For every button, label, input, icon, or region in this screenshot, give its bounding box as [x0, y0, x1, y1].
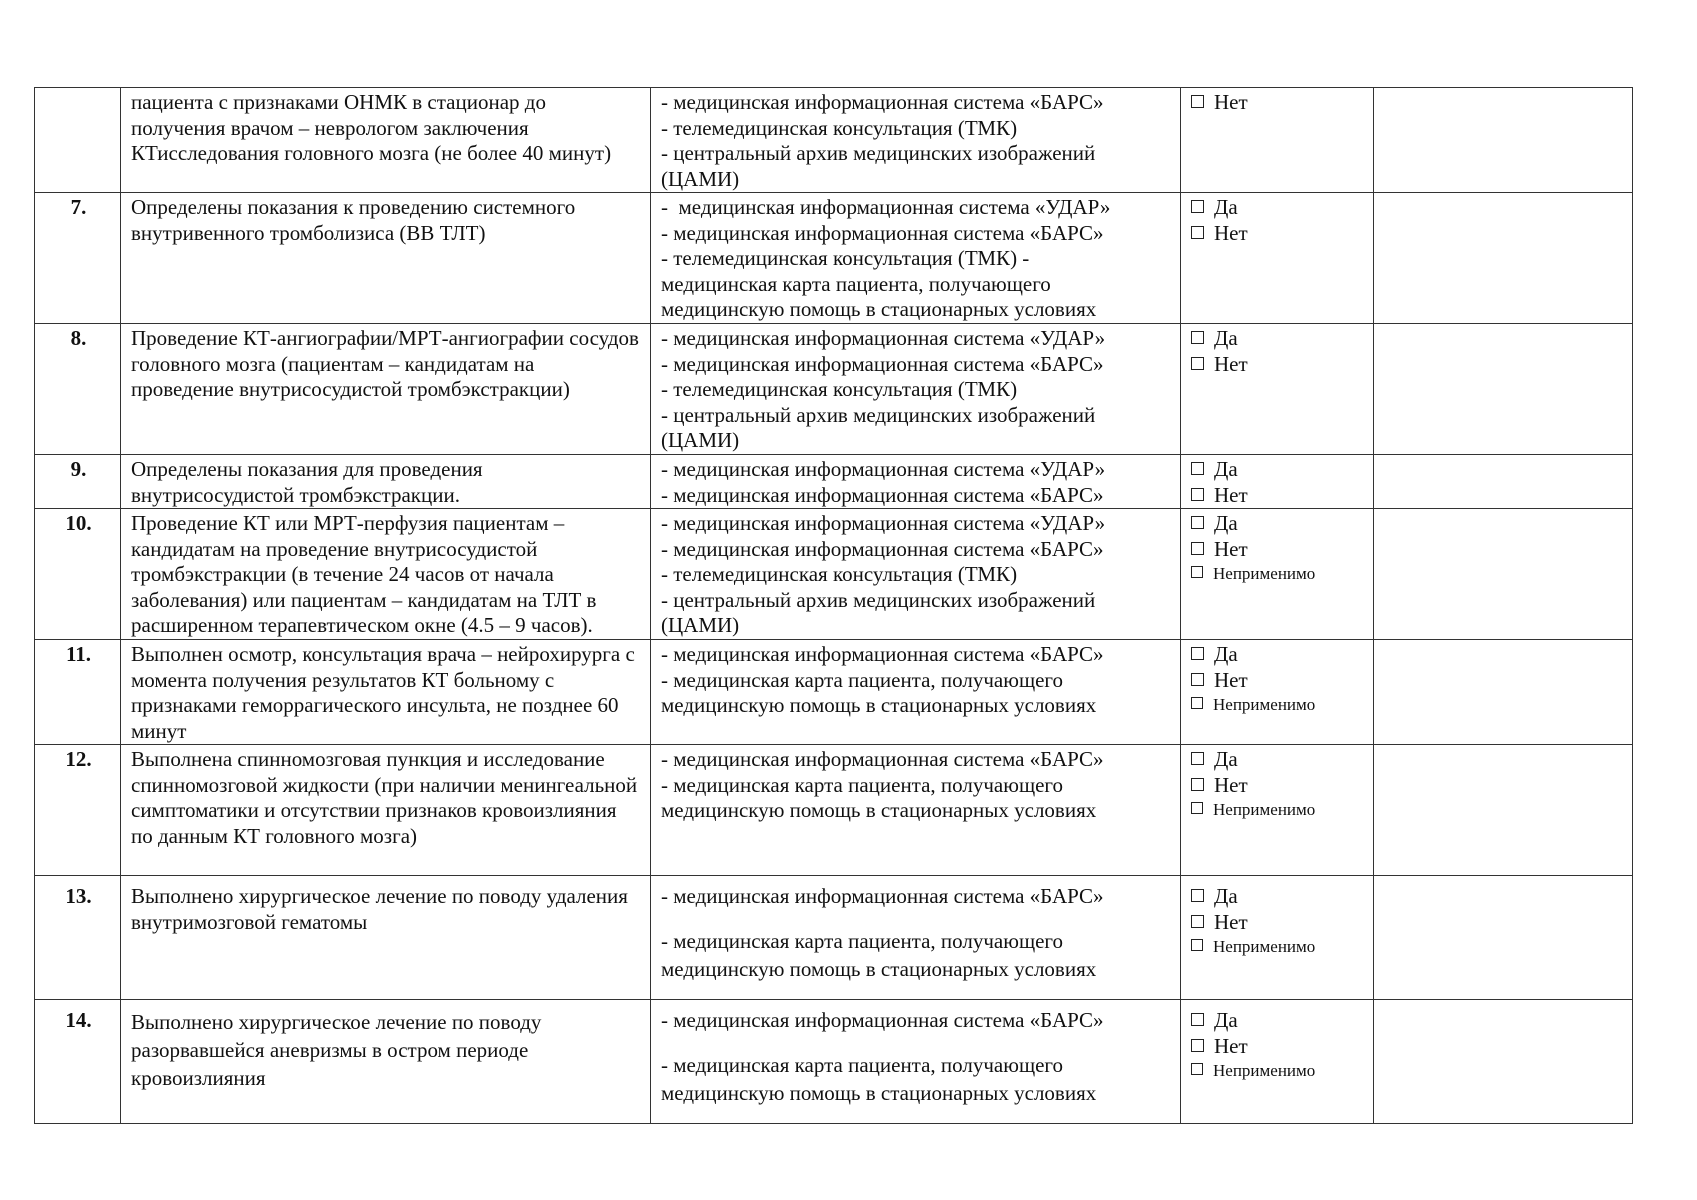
checkbox-option-not-applicable[interactable]	[1191, 693, 1365, 716]
checkbox-icon[interactable]	[1191, 915, 1204, 928]
checkbox-option-not-applicable[interactable]	[1191, 1059, 1365, 1082]
answer-cell	[1181, 876, 1374, 1000]
source-line: - медицинская информационная система «БАРС»	[661, 884, 1104, 908]
source-line: (ЦАМИ)	[661, 428, 740, 452]
sources-cell	[651, 640, 1181, 745]
source-line: - медицинская карта пациента, получающего	[661, 1052, 1064, 1077]
row-number: 14.	[35, 1000, 121, 1124]
table-row	[35, 324, 1633, 455]
sources-cell	[651, 1000, 1181, 1124]
option-label: Неприменимо	[1213, 937, 1316, 956]
checkbox-icon[interactable]	[1191, 889, 1204, 902]
checkbox-icon[interactable]	[1191, 1039, 1204, 1052]
sources-cell	[651, 88, 1181, 193]
option-label: Да	[1214, 747, 1238, 771]
option-label: Неприменимо	[1213, 1061, 1316, 1080]
answer-cell	[1181, 455, 1374, 509]
criterion-text: Определены показания для проведения внутрисосудистой тромбэкстракции.	[121, 455, 651, 509]
answer-cell	[1181, 193, 1374, 324]
checkbox-option-not-applicable[interactable]	[1191, 798, 1365, 821]
option-label: Да	[1214, 642, 1238, 666]
source-line: медицинскую помощь в стационарных условиях	[661, 798, 1097, 822]
sources-cell	[651, 455, 1181, 509]
option-label: Да	[1214, 326, 1238, 350]
checkbox-option-yes[interactable]	[1191, 326, 1365, 352]
checkbox-icon[interactable]	[1191, 1013, 1204, 1026]
option-label: Нет	[1214, 351, 1248, 376]
criterion-text: пациента с признаками ОНМК в стационар до получения врачом – неврологом заключения КТисследования головного мозга (не более 40 минут)	[121, 88, 651, 193]
source-line: медицинскую помощь в стационарных условиях	[661, 1081, 1097, 1105]
source-line: - медицинская карта пациента, получающего	[661, 667, 1064, 692]
notes-cell	[1374, 640, 1633, 745]
checkbox-icon[interactable]	[1191, 802, 1203, 814]
checkbox-icon[interactable]	[1191, 200, 1204, 213]
row-number: 10.	[35, 509, 121, 640]
source-line: - телемедицинская консультация (ТМК) -	[661, 246, 1030, 270]
row-number: 8.	[35, 324, 121, 455]
checkbox-icon[interactable]	[1191, 462, 1204, 475]
source-line: - центральный архив медицинских изображений	[661, 402, 1096, 427]
option-label: Да	[1214, 1008, 1238, 1032]
table-row	[35, 1000, 1633, 1124]
source-line: - медицинская информационная система «БАРС»	[661, 536, 1104, 561]
checkbox-option-no[interactable]	[1191, 668, 1365, 694]
option-label: Нет	[1214, 1033, 1248, 1058]
source-line: медицинскую помощь в стационарных условиях	[661, 957, 1097, 981]
notes-cell	[1374, 745, 1633, 876]
criterion-text: Проведение КТ-ангиографии/МРТ-ангиографии сосудов головного мозга (пациентам – кандидатам на проведение внутрисосудистой тромбэкстракции)	[121, 324, 651, 455]
checkbox-icon[interactable]	[1191, 1063, 1203, 1075]
sources-cell	[651, 193, 1181, 324]
checkbox-option-no[interactable]	[1191, 773, 1365, 799]
row-number: 7.	[35, 193, 121, 324]
checkbox-option-not-applicable[interactable]	[1191, 935, 1365, 958]
checkbox-icon[interactable]	[1191, 647, 1204, 660]
criterion-text: Выполнено хирургическое лечение по поводу разорвавшейся аневризмы в остром периоде кровоизлияния	[121, 1000, 651, 1124]
table-row	[35, 640, 1633, 745]
checkbox-option-yes[interactable]	[1191, 195, 1365, 221]
answer-cell	[1181, 745, 1374, 876]
checkbox-icon[interactable]	[1191, 673, 1204, 686]
checkbox-icon[interactable]	[1191, 778, 1204, 791]
answer-cell	[1181, 640, 1374, 745]
option-label: Да	[1214, 195, 1238, 219]
option-label: Нет	[1214, 482, 1248, 507]
sources-cell	[651, 324, 1181, 455]
source-line: - медицинская информационная система «УДАР»	[661, 326, 1106, 350]
row-number: 13.	[35, 876, 121, 1000]
checkbox-icon[interactable]	[1191, 566, 1203, 578]
notes-cell	[1374, 88, 1633, 193]
source-line: - центральный архив медицинских изображений	[661, 587, 1096, 612]
sources-cell	[651, 876, 1181, 1000]
source-line: - медицинская информационная система «БАРС»	[661, 351, 1104, 376]
option-label: Нет	[1214, 909, 1248, 934]
checkbox-icon[interactable]	[1191, 357, 1204, 370]
source-line: - медицинская информационная система «БАРС»	[661, 482, 1104, 507]
option-label: Да	[1214, 511, 1238, 535]
source-line: (ЦАМИ)	[661, 613, 740, 637]
option-label: Неприменимо	[1213, 564, 1316, 583]
notes-cell	[1374, 324, 1633, 455]
option-label: Неприменимо	[1213, 800, 1316, 819]
row-number: 12.	[35, 745, 121, 876]
checkbox-icon[interactable]	[1191, 488, 1204, 501]
criterion-text: Определены показания к проведению системного внутривенного тромболизиса (ВВ ТЛТ)	[121, 193, 651, 324]
source-line: - медицинская информационная система «БАРС»	[661, 747, 1104, 771]
option-label: Неприменимо	[1213, 695, 1316, 714]
criterion-text: Выполнена спинномозговая пункция и исследование спинномозговой жидкости (при наличии менингеальной симптоматики и отсутствии признаков кровоизлияния по данным КТ головного мозга)	[121, 745, 651, 876]
notes-cell	[1374, 455, 1633, 509]
checkbox-icon[interactable]	[1191, 752, 1204, 765]
checkbox-icon[interactable]	[1191, 331, 1204, 344]
checkbox-icon[interactable]	[1191, 95, 1204, 108]
source-line: медицинскую помощь в стационарных условиях	[661, 297, 1097, 321]
answer-cell	[1181, 324, 1374, 455]
row-number: 11.	[35, 640, 121, 745]
checkbox-icon[interactable]	[1191, 939, 1203, 951]
checkbox-icon[interactable]	[1191, 226, 1204, 239]
checkbox-icon[interactable]	[1191, 697, 1203, 709]
notes-cell	[1374, 193, 1633, 324]
checkbox-icon[interactable]	[1191, 542, 1204, 555]
source-line: - телемедицинская консультация (ТМК)	[661, 562, 1018, 586]
sources-cell	[651, 509, 1181, 640]
table-row	[35, 876, 1633, 1000]
option-label: Да	[1214, 457, 1238, 481]
answer-cell	[1181, 509, 1374, 640]
source-line: медицинская карта пациента, получающего	[661, 271, 1051, 296]
row-number: 9.	[35, 455, 121, 509]
source-line: - центральный архив медицинских изображений (ЦАМИ)	[661, 141, 1096, 191]
checkbox-option-no[interactable]	[1191, 221, 1365, 247]
source-line: - телемедицинская консультация (ТМК)	[661, 115, 1018, 140]
checklist-table	[34, 87, 1633, 1124]
checkbox-option-no[interactable]	[1191, 910, 1365, 936]
checkbox-option-no[interactable]	[1191, 352, 1365, 378]
source-line: - медицинская информационная система «БАРС»	[661, 1008, 1104, 1032]
option-label: Нет	[1214, 220, 1248, 245]
option-label: Нет	[1214, 90, 1248, 114]
source-line: - медицинская информационная система «БАРС»	[661, 90, 1104, 114]
option-label: Нет	[1214, 667, 1248, 692]
table-row	[35, 88, 1633, 193]
checkbox-option-no[interactable]	[1191, 483, 1365, 509]
source-line: - телемедицинская консультация (ТМК)	[661, 377, 1018, 401]
notes-cell	[1374, 1000, 1633, 1124]
source-line: - медицинская карта пациента, получающего	[661, 928, 1064, 953]
table-row	[35, 193, 1633, 324]
checkbox-option-yes[interactable]	[1191, 511, 1365, 537]
criterion-text: Выполнено хирургическое лечение по поводу удаления внутримозговой гематомы	[121, 876, 651, 1000]
option-label: Нет	[1214, 536, 1248, 561]
table-row	[35, 455, 1633, 509]
checkbox-option-yes[interactable]	[1191, 1008, 1365, 1034]
source-line: - медицинская информационная система «УДАР»	[661, 195, 1111, 219]
source-line: - медицинская информационная система «БАРС»	[661, 642, 1104, 666]
checkbox-option-not-applicable[interactable]	[1191, 562, 1365, 585]
source-line: - медицинская карта пациента, получающего	[661, 772, 1064, 797]
notes-cell	[1374, 509, 1633, 640]
checkbox-option-no[interactable]	[1191, 90, 1365, 116]
notes-cell	[1374, 876, 1633, 1000]
checkbox-option-yes[interactable]	[1191, 457, 1365, 483]
row-number	[35, 88, 121, 193]
source-line: - медицинская информационная система «УДАР»	[661, 457, 1106, 481]
source-line: - медицинская информационная система «УДАР»	[661, 511, 1106, 535]
option-label: Нет	[1214, 772, 1248, 797]
answer-cell	[1181, 88, 1374, 193]
checkbox-option-yes[interactable]	[1191, 884, 1365, 910]
checkbox-option-no[interactable]	[1191, 537, 1365, 563]
source-line: - медицинская информационная система «БАРС»	[661, 220, 1104, 245]
criterion-text: Проведение КТ или МРТ-перфузия пациентам – кандидатам на проведение внутрисосудистой тромбэкстракции (в течение 24 часов от начала заболевания) или пациентам – кандидатам на ТЛТ в расширенном терапевтическом окне (4.5 – 9 часов).	[121, 509, 651, 640]
checkbox-option-yes[interactable]	[1191, 642, 1365, 668]
source-line: медицинскую помощь в стационарных условиях	[661, 693, 1097, 717]
checkbox-icon[interactable]	[1191, 516, 1204, 529]
criterion-text: Выполнен осмотр, консультация врача – нейрохирурга с момента получения результатов КТ больному с признаками геморрагического инсульта, не позднее 60 минут	[121, 640, 651, 745]
option-label: Да	[1214, 884, 1238, 908]
checkbox-option-no[interactable]	[1191, 1034, 1365, 1060]
checkbox-option-yes[interactable]	[1191, 747, 1365, 773]
table-row	[35, 509, 1633, 640]
sources-cell	[651, 745, 1181, 876]
table-row	[35, 745, 1633, 876]
answer-cell	[1181, 1000, 1374, 1124]
